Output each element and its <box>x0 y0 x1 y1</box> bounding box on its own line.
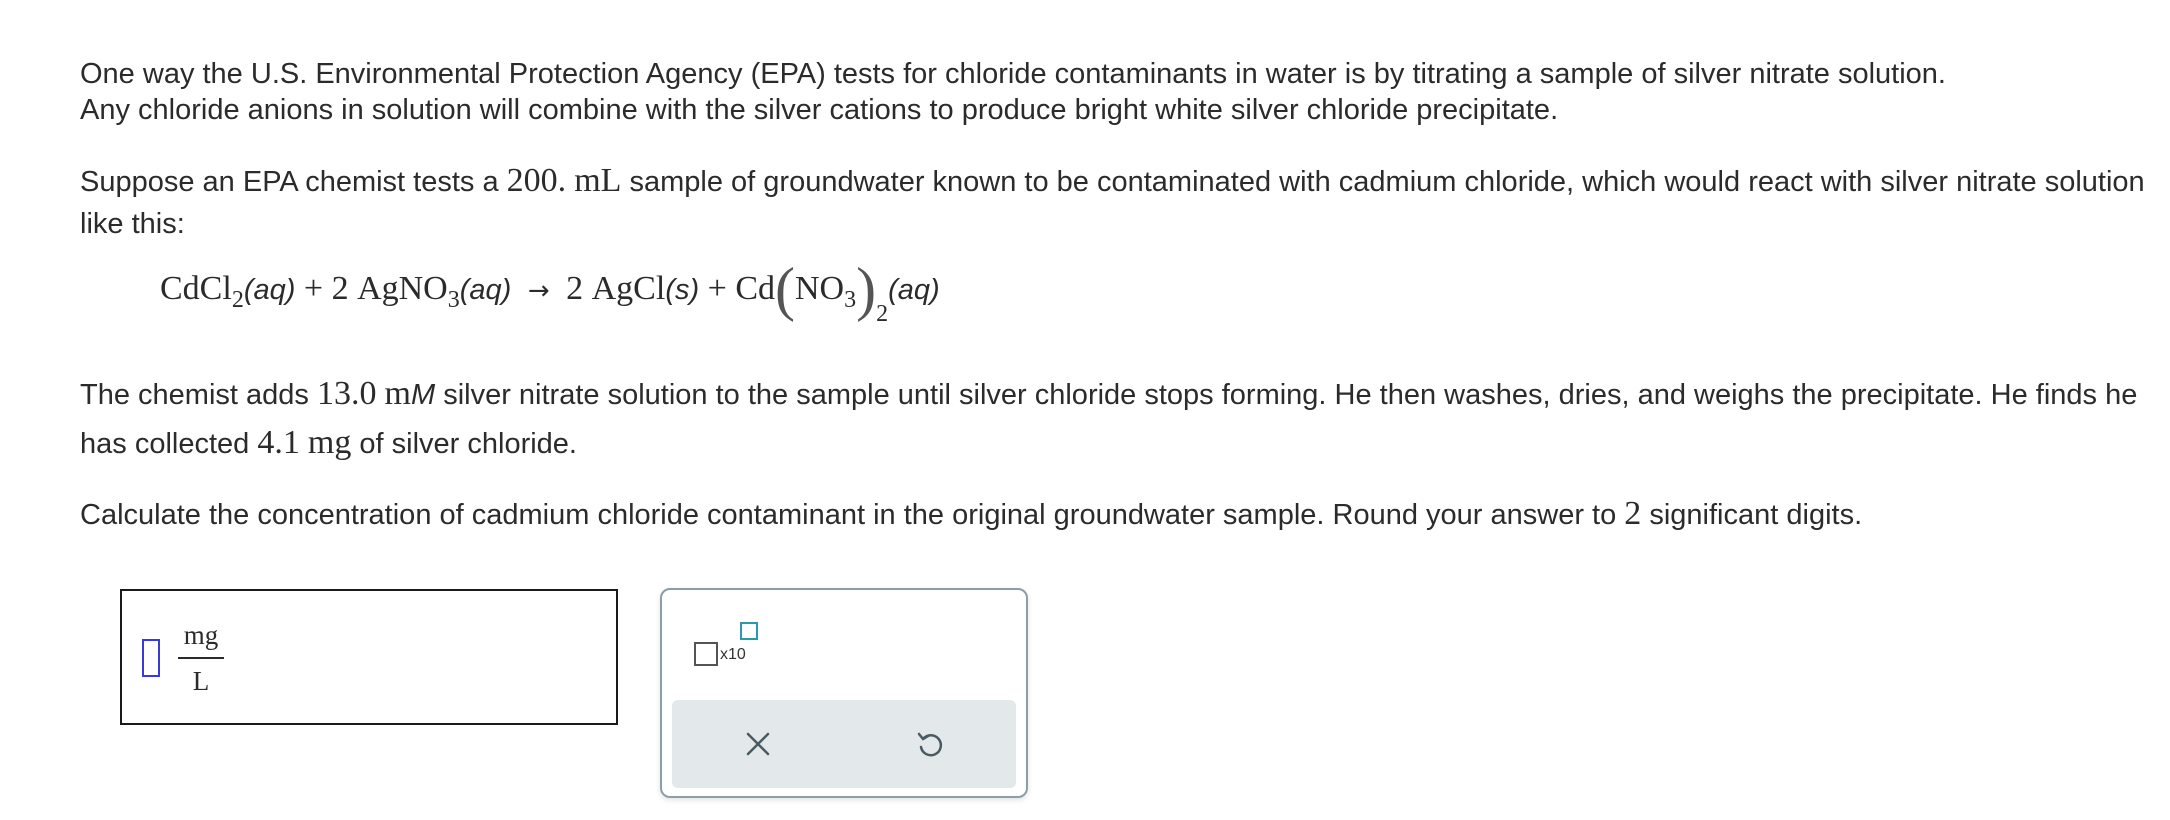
product-nitrate-subscript: 3 <box>844 287 857 313</box>
math-tool-panel <box>660 588 1028 798</box>
sample-volume-unit: mL <box>574 162 622 199</box>
undo-button[interactable] <box>902 716 958 772</box>
product-agcl: AgCl <box>591 270 666 307</box>
precipitate-mass-unit: mg <box>307 424 352 461</box>
x10-label: x10 <box>720 646 746 663</box>
open-paren: ( <box>775 256 795 322</box>
intro-paragraph <box>80 56 2160 128</box>
reactant-cdcl2-state: (aq) <box>243 274 296 306</box>
answer-unit <box>178 619 224 697</box>
reactant-cdcl2: CdCl <box>160 270 232 307</box>
procedure-text-c: of silver chloride. <box>351 428 577 460</box>
clear-button[interactable] <box>730 716 786 772</box>
product-agcl-state: (s) <box>665 274 700 306</box>
base-placeholder-icon <box>694 642 718 666</box>
product-cdno3-subscript: 2 <box>876 301 889 327</box>
sample-text-b: sample of groundwater known to be contaminated with cadmium chloride, which would react with silver nitrate solution like this: <box>80 166 2145 240</box>
titrant-concentration: 13.0 <box>316 375 377 412</box>
reactant-agno3-coefficient: 2 <box>331 270 349 307</box>
answer-input[interactable] <box>142 639 160 677</box>
concentration-unit-prefix: m <box>384 375 411 412</box>
precipitate-mass: 4.1 <box>257 424 300 461</box>
sample-volume: 200. <box>506 162 567 199</box>
reactant-cdcl2-subscript: 2 <box>231 287 244 313</box>
exponent-placeholder-icon <box>740 622 758 640</box>
product-nitrate: NO <box>795 270 845 307</box>
unit-denominator: L <box>192 666 210 696</box>
plus-sign-1: + <box>303 270 324 307</box>
sample-paragraph <box>80 160 2160 245</box>
reactant-agno3-state: (aq) <box>459 274 512 306</box>
product-cdno3-state: (aq) <box>888 274 940 306</box>
product-cadmium: Cd <box>735 270 776 307</box>
close-icon <box>743 729 773 759</box>
intro-line-1: One way the U.S. Environmental Protection Agency (EPA) tests for chloride contaminants in water is by titrating a sample of silver nitrate solution. <box>80 58 1946 90</box>
reactant-agno3-subscript: 3 <box>447 287 460 313</box>
close-paren: ) <box>856 256 877 322</box>
procedure-paragraph <box>80 370 2160 468</box>
procedure-text-a: The chemist adds <box>80 379 317 411</box>
reaction-arrow-icon: → <box>527 276 550 306</box>
significant-digits: 2 <box>1624 495 1642 532</box>
reactant-agno3: AgNO <box>357 270 448 307</box>
fraction-bar <box>178 657 224 659</box>
unit-numerator: mg <box>183 620 219 650</box>
product-agcl-coefficient: 2 <box>566 270 584 307</box>
sample-text-a: Suppose an EPA chemist tests a <box>80 166 507 198</box>
procedure-text-b: silver nitrate solution to the sample until silver chloride stops forming. He then washes, dries, and weighs the precipitate. He finds he has collected <box>80 379 2138 460</box>
tool-action-bar <box>672 700 1016 788</box>
scientific-notation-button[interactable] <box>690 620 770 670</box>
intro-line-2: Any chloride anions in solution will combine with the silver cations to produce bright white silver chloride precipitate. <box>80 94 1559 126</box>
undo-icon <box>914 728 946 760</box>
plus-sign-2: + <box>707 270 727 307</box>
concentration-unit-molar: M <box>410 379 436 411</box>
task-paragraph <box>80 496 2160 533</box>
reaction-equation <box>160 256 940 327</box>
answer-box <box>120 589 618 725</box>
task-text-a: Calculate the concentration of cadmium chloride contaminant in the original groundwater sample. Round your answer to <box>80 499 1625 531</box>
task-text-b: significant digits. <box>1641 499 1863 531</box>
